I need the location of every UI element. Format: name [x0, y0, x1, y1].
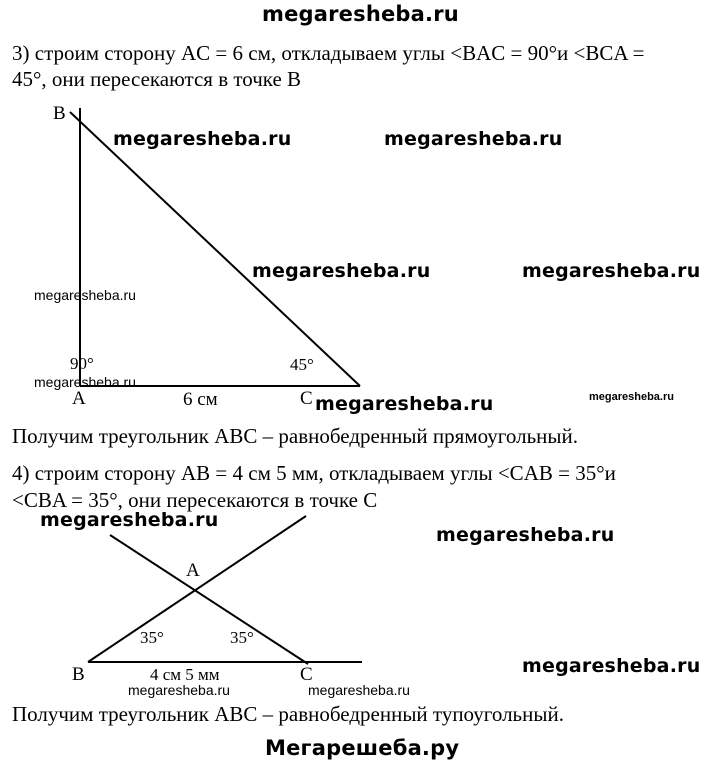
- vertex-label-A-2: A: [186, 560, 200, 581]
- watermark: megaresheba.ru: [113, 128, 292, 150]
- header-site-name: megaresheba.ru: [262, 2, 459, 26]
- watermark: megaresheba.ru: [522, 260, 701, 282]
- watermark: megaresheba.ru: [34, 287, 136, 303]
- watermark: megaresheba.ru: [589, 391, 674, 403]
- problem4-text-line2: <CBA = 35°, они пересекаются в точке C: [12, 488, 378, 512]
- watermark: megaresheba.ru: [34, 374, 136, 390]
- side-label-AC: 6 см: [183, 389, 218, 410]
- problem3-text-line1: 3) строим сторону AC = 6 см, откладываем углы <BAC = 90°и <BCA =: [12, 41, 645, 65]
- watermark: megaresheba.ru: [252, 260, 431, 282]
- vertex-label-B-2: B: [72, 664, 85, 685]
- angle-label-C-2: 35°: [230, 628, 254, 647]
- angle-label-C: 45°: [290, 355, 314, 374]
- segment-BC-hypotenuse: [70, 112, 360, 386]
- problem3-conclusion: Получим треугольник ABC – равнобедренный прямоугольный.: [12, 424, 579, 448]
- watermark: megaresheba.ru: [128, 682, 230, 698]
- problem3-text-line2: 45°, они пересекаются в точке B: [12, 67, 302, 91]
- watermark: megaresheba.ru: [308, 682, 410, 698]
- problem4-conclusion: Получим треугольник ABC – равнобедренный тупоугольный.: [12, 702, 564, 726]
- side-label-BC-2: 4 см 5 мм: [150, 665, 220, 684]
- line-through-B-and-A: [88, 516, 306, 662]
- problem4-text-line1: 4) строим сторону AB = 4 см 5 мм, откладываем углы <CAB = 35°и: [12, 461, 616, 485]
- angle-label-B-2: 35°: [140, 628, 164, 647]
- watermark: megaresheba.ru: [384, 128, 563, 150]
- vertex-label-C: C: [300, 388, 313, 409]
- vertex-label-C-2: C: [300, 664, 313, 685]
- footer-site-name: Мегарешеба.ру: [265, 736, 460, 760]
- vertex-label-B: B: [53, 103, 66, 124]
- watermark: megaresheba.ru: [436, 524, 615, 546]
- watermark: megaresheba.ru: [315, 393, 494, 415]
- vertex-label-A: A: [72, 388, 86, 409]
- watermark: megaresheba.ru: [522, 655, 701, 677]
- angle-label-A: 90°: [70, 354, 94, 373]
- watermark: megaresheba.ru: [40, 509, 219, 531]
